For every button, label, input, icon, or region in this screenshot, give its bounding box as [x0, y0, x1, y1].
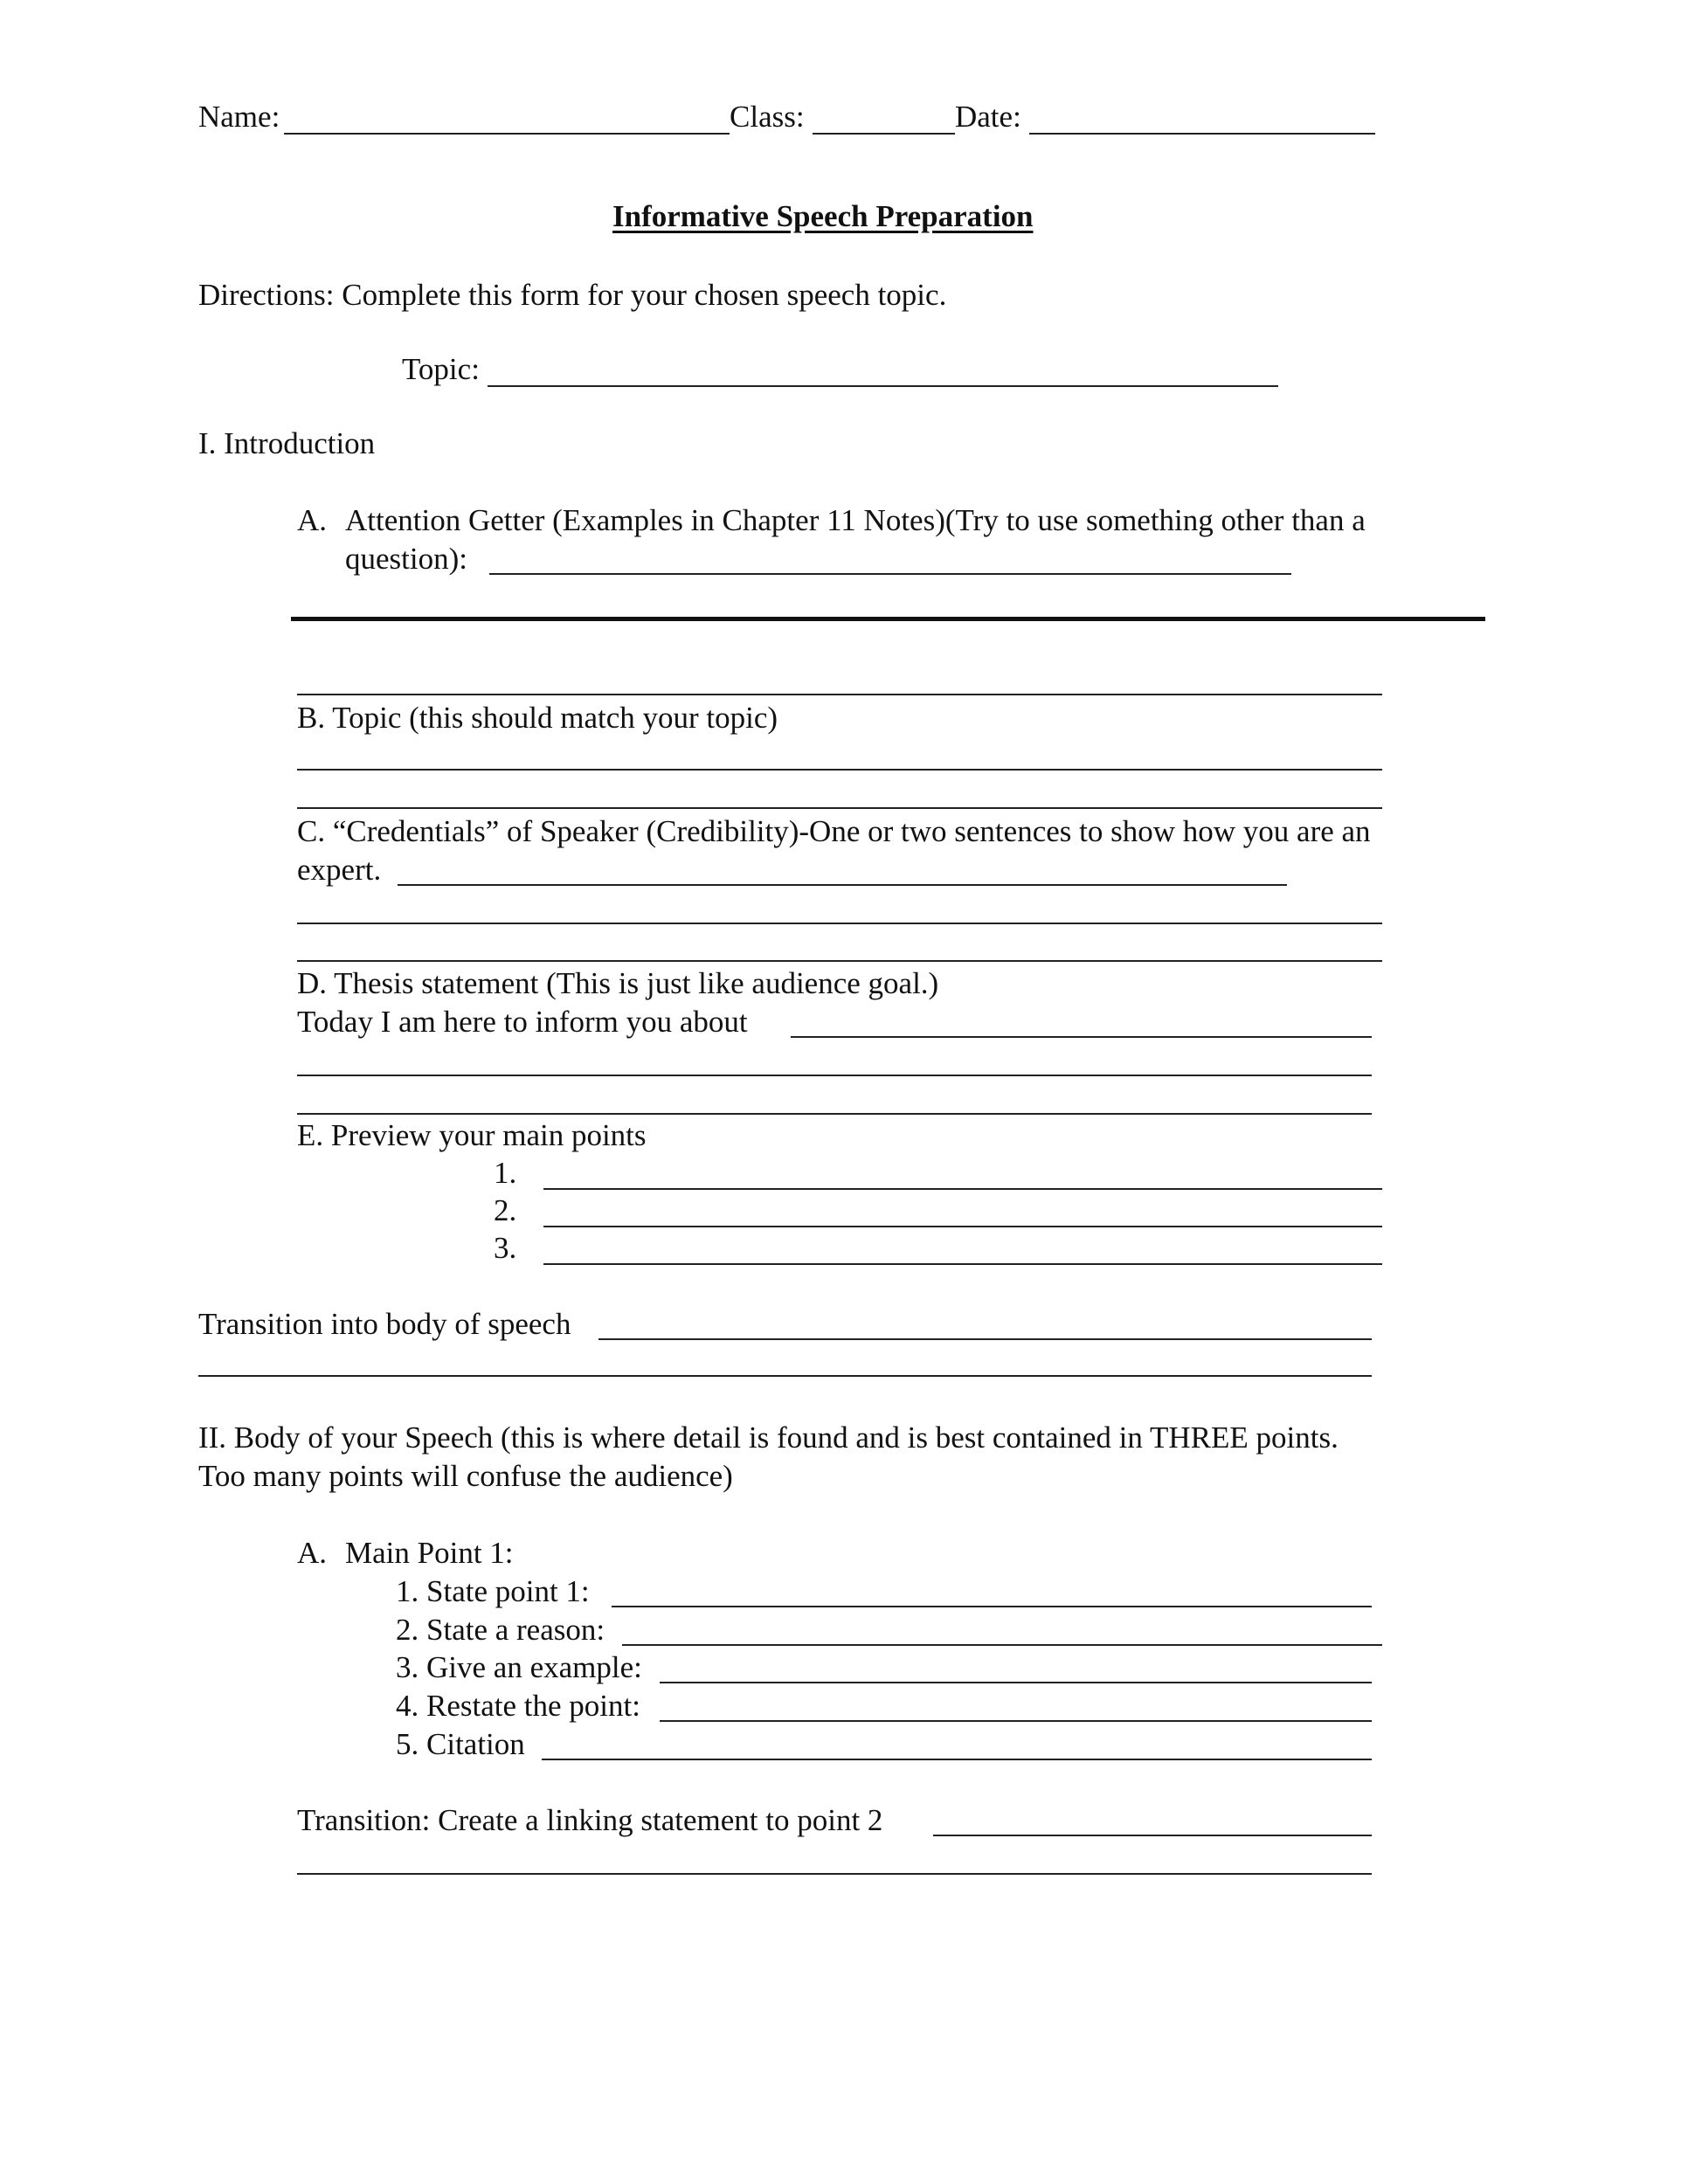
- credentials-field-3[interactable]: [297, 960, 1382, 962]
- credentials-field-1[interactable]: [398, 884, 1287, 886]
- intro-heading: I. Introduction: [198, 426, 376, 460]
- body-heading: II. Body of your Speech (this is where detail is found and is best contained in THREE points.: [198, 1420, 1339, 1455]
- name-label: Name:: [198, 100, 280, 134]
- credentials-field-2[interactable]: [297, 923, 1382, 924]
- preview-point-field-2[interactable]: [543, 1226, 1382, 1227]
- name-field[interactable]: [284, 133, 730, 135]
- preview-point-field-1[interactable]: [543, 1188, 1382, 1190]
- intro-a-marker: A.: [297, 503, 328, 537]
- transition-body-label: Transition into body of speech: [198, 1307, 571, 1341]
- date-field[interactable]: [1029, 133, 1375, 135]
- give-example-field[interactable]: [660, 1682, 1372, 1683]
- intro-b-topic-label: B. Topic (this should match your topic): [297, 701, 778, 735]
- transition-point2-label: Transition: Create a linking statement to point 2: [297, 1803, 883, 1837]
- state-point-field[interactable]: [612, 1606, 1372, 1607]
- transition-body-field-1[interactable]: [598, 1338, 1372, 1340]
- date-label: Date:: [955, 100, 1021, 134]
- preview-point-number: 2.: [494, 1193, 517, 1227]
- thesis-field-2[interactable]: [297, 1075, 1372, 1076]
- preview-point-number: 3.: [494, 1231, 517, 1265]
- intro-topic-field-2[interactable]: [297, 807, 1382, 809]
- transition-point2-field-2[interactable]: [297, 1873, 1372, 1875]
- main-point-item-label: 4. Restate the point:: [396, 1689, 640, 1723]
- class-field[interactable]: [813, 133, 955, 135]
- main-point-1-label: Main Point 1:: [345, 1536, 514, 1570]
- body-a-marker: A.: [297, 1536, 328, 1570]
- citation-field[interactable]: [542, 1759, 1372, 1760]
- main-point-item-label: 2. State a reason:: [396, 1613, 605, 1647]
- topic-field[interactable]: [488, 385, 1278, 387]
- restate-point-field[interactable]: [660, 1720, 1372, 1722]
- attention-getter-label-cont: question):: [345, 542, 467, 576]
- directions-text: Directions: Complete this form for your chosen speech topic.: [198, 278, 947, 312]
- intro-topic-field-1[interactable]: [297, 769, 1382, 771]
- preview-point-field-3[interactable]: [543, 1263, 1382, 1265]
- thesis-field-1[interactable]: [791, 1036, 1372, 1038]
- preview-label: E. Preview your main points: [297, 1118, 647, 1152]
- class-label: Class:: [730, 100, 805, 134]
- thesis-label: D. Thesis statement (This is just like audience goal.): [297, 966, 939, 1000]
- page-title: Informative Speech Preparation: [612, 199, 1034, 233]
- topic-label: Topic:: [402, 352, 480, 386]
- body-heading-cont: Too many points will confuse the audience): [198, 1459, 733, 1493]
- main-point-item-label: 5. Citation: [396, 1727, 525, 1761]
- attention-getter-label: Attention Getter (Examples in Chapter 11 Notes)(Try to use something other than a: [345, 503, 1366, 537]
- transition-body-field-2[interactable]: [198, 1375, 1372, 1377]
- preview-point-number: 1.: [494, 1156, 517, 1190]
- state-reason-field[interactable]: [622, 1644, 1382, 1646]
- credentials-label-cont: expert.: [297, 853, 382, 887]
- thesis-field-3[interactable]: [297, 1113, 1372, 1115]
- transition-point2-field-1[interactable]: [933, 1835, 1372, 1836]
- credentials-label: C. “Credentials” of Speaker (Credibility)-One or two sentences to show how you are an: [297, 814, 1371, 848]
- main-point-item-label: 1. State point 1:: [396, 1574, 590, 1608]
- attention-getter-field[interactable]: [489, 573, 1291, 575]
- attention-getter-field-3[interactable]: [297, 694, 1382, 695]
- main-point-item-label: 3. Give an example:: [396, 1650, 642, 1684]
- attention-getter-field-2[interactable]: [291, 617, 1485, 621]
- thesis-prompt: Today I am here to inform you about: [297, 1005, 748, 1039]
